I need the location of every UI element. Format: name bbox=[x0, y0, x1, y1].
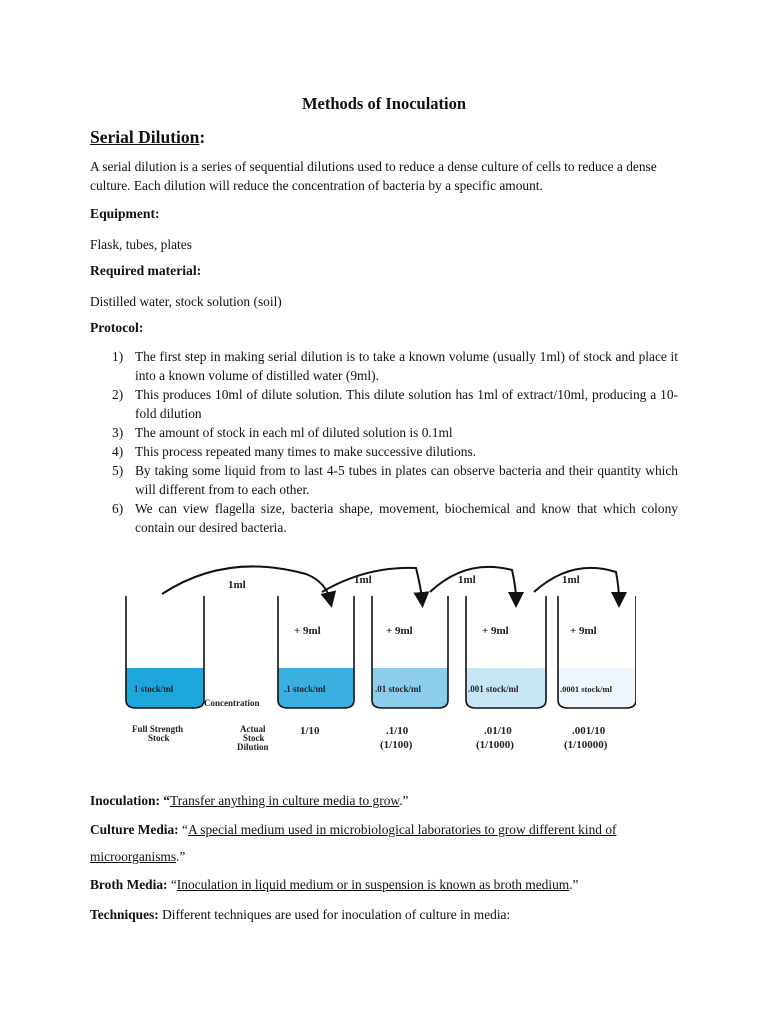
add-label: + 9ml bbox=[570, 625, 597, 637]
add-label: + 9ml bbox=[294, 625, 321, 637]
tube-label: .0001 stock/ml bbox=[560, 684, 612, 694]
dilution-value: 1/10 bbox=[300, 725, 320, 737]
techniques-label: Techniques: bbox=[90, 907, 159, 922]
step-text: We can view flagella size, bacteria shape, movement, biochemical and know that which colony contain our desired bacteria. bbox=[135, 501, 678, 535]
step-number: 2) bbox=[112, 387, 124, 402]
quote-open: “ bbox=[167, 877, 177, 892]
arrow-label: 1ml bbox=[458, 574, 476, 586]
techniques-text: Different techniques are used for inoculation of culture in media: bbox=[158, 907, 511, 922]
broth-text: Inoculation in liquid medium or in suspension is known as broth medium bbox=[176, 877, 570, 892]
material-label: Required material: bbox=[90, 263, 202, 278]
add-label: + 9ml bbox=[482, 625, 509, 637]
quote-close: .” bbox=[569, 877, 579, 892]
full-strength-label: Stock bbox=[148, 733, 170, 743]
section-heading-text: Serial Dilution bbox=[90, 127, 200, 147]
intro-paragraph: A serial dilution is a series of sequential dilutions used to reduce a dense culture of cells to reduce a dense culture. Each dilution will reduce the concentration of bacteria by a specific amount. bbox=[90, 159, 657, 193]
test-tube bbox=[126, 596, 204, 708]
arrow-label: 1ml bbox=[562, 574, 580, 586]
protocol-step bbox=[90, 442, 678, 461]
culture-text: A special medium used in microbiological laboratories to grow different kind of bbox=[187, 822, 617, 837]
full-strength-label: Full Strength bbox=[132, 724, 184, 734]
actual-dilution-label: Dilution bbox=[237, 742, 269, 752]
inoculation-definition bbox=[90, 791, 690, 810]
step-text: This process repeated many times to make successive dilutions. bbox=[135, 444, 477, 459]
add-label: + 9ml bbox=[386, 625, 413, 637]
culture-text-cont: microorganisms bbox=[90, 849, 177, 864]
quote-open: “ bbox=[159, 793, 170, 808]
arrow-label: 1ml bbox=[228, 579, 246, 591]
broth-label: Broth Media: bbox=[90, 877, 168, 892]
step-text: This produces 10ml of dilute solution. This dilute solution has 1ml of extract/10ml, producing a 10-fold dilution bbox=[135, 387, 678, 421]
test-tube bbox=[558, 596, 636, 708]
inoculation-text: Transfer anything in culture media to grow bbox=[170, 793, 400, 808]
dilution-value: .1/10 bbox=[386, 725, 409, 737]
dilution-value: (1/1000) bbox=[476, 739, 514, 751]
tube-label: .01 stock/ml bbox=[375, 684, 421, 694]
protocol-step bbox=[90, 385, 678, 423]
concentration-label: Concentration bbox=[204, 698, 260, 708]
dilution-value: .01/10 bbox=[484, 725, 512, 737]
culture-label: Culture Media: bbox=[90, 822, 179, 837]
dilution-value: (1/100) bbox=[380, 739, 413, 751]
test-tube bbox=[278, 596, 354, 708]
protocol-label: Protocol: bbox=[90, 320, 144, 335]
tube-label: .001 stock/ml bbox=[468, 684, 519, 694]
step-number: 4) bbox=[112, 444, 124, 459]
protocol-list bbox=[90, 347, 678, 537]
equipment-text: Flask, tubes, plates bbox=[90, 237, 192, 252]
protocol-step bbox=[90, 347, 678, 385]
broth-media-definition bbox=[90, 875, 690, 894]
page-title: Methods of Inoculation bbox=[301, 94, 467, 113]
step-text: By taking some liquid from to last 4-5 tubes in plates can observe bacteria and their quantity which will different from to each other. bbox=[135, 463, 678, 497]
protocol-step bbox=[90, 461, 678, 499]
section-heading-colon: : bbox=[199, 127, 206, 147]
transfer-arrow bbox=[162, 566, 330, 600]
serial-dilution-diagram bbox=[116, 558, 636, 794]
techniques-paragraph bbox=[90, 905, 690, 924]
quote-close: .” bbox=[399, 793, 409, 808]
step-number: 3) bbox=[112, 425, 124, 440]
protocol-step bbox=[90, 423, 678, 442]
protocol-step bbox=[90, 499, 678, 537]
culture-media-definition-cont bbox=[90, 847, 690, 866]
tube-label: 1 stock/ml bbox=[134, 684, 174, 694]
material-text: Distilled water, stock solution (soil) bbox=[90, 294, 282, 309]
inoculation-label: Inoculation: bbox=[90, 793, 160, 808]
equipment-label: Equipment: bbox=[90, 206, 160, 221]
step-text: The amount of stock in each ml of diluted solution is 0.1ml bbox=[135, 425, 453, 440]
step-number: 5) bbox=[112, 463, 124, 478]
step-number: 6) bbox=[112, 501, 124, 516]
step-number: 1) bbox=[112, 349, 124, 364]
step-text: The first step in making serial dilution is to take a known volume (usually 1ml) of stock and place it into a known volume of distilled water (9ml). bbox=[135, 349, 678, 383]
test-tube bbox=[466, 596, 546, 708]
tube-label: .1 stock/ml bbox=[284, 684, 326, 694]
actual-dilution-label: Stock bbox=[243, 733, 265, 743]
section-heading bbox=[90, 127, 205, 148]
dilution-value: .001/10 bbox=[572, 725, 606, 737]
dilution-value: (1/10000) bbox=[564, 739, 608, 751]
arrow-label: 1ml bbox=[354, 574, 372, 586]
actual-dilution-label: Actual bbox=[240, 724, 266, 734]
test-tube bbox=[372, 596, 448, 708]
transfer-arrow bbox=[322, 568, 422, 600]
quote-open: “ bbox=[178, 822, 188, 837]
culture-media-definition bbox=[90, 820, 690, 839]
quote-close: .” bbox=[176, 849, 186, 864]
